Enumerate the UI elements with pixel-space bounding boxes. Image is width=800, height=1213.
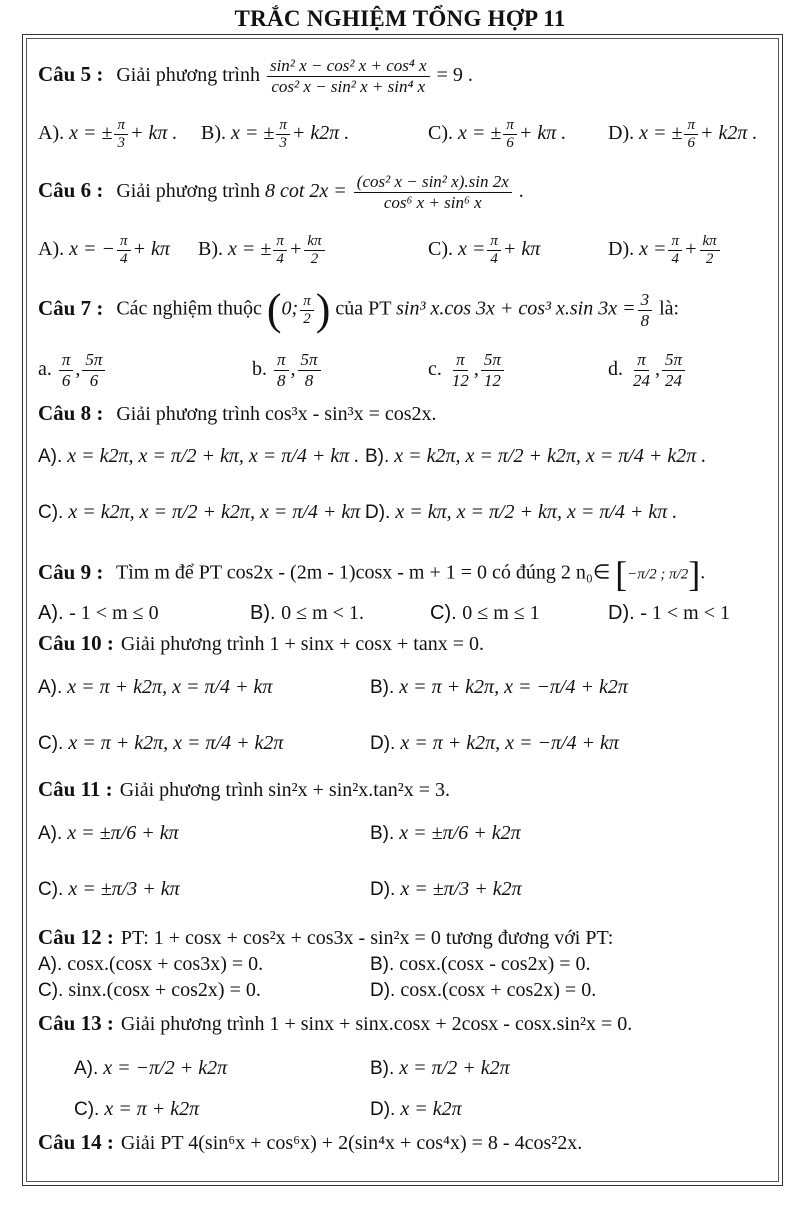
option-fraction	[304, 233, 324, 268]
option-key: D).	[608, 238, 635, 261]
option-d[interactable]	[370, 977, 596, 1004]
option-fraction	[82, 350, 105, 391]
fraction-denominator: 4	[119, 251, 128, 267]
option-key: C).	[38, 980, 64, 1001]
fraction-denominator: 2	[705, 251, 714, 267]
option-key: D).	[370, 1099, 396, 1120]
option-key: B).	[370, 1058, 395, 1079]
question-label: Câu 7 :	[38, 295, 104, 320]
fraction-denominator: cos⁶ x + sin⁶ x	[383, 193, 482, 212]
fraction-denominator: 2	[303, 310, 311, 327]
option-a[interactable]	[38, 443, 359, 470]
option-expr: x =	[458, 238, 486, 261]
question-prompt: Tìm m để PT cos2x - (2m - 1)cosx - m + 1 = 0 có đúng 2 n₀∈	[115, 561, 611, 584]
fraction-denominator: 8	[277, 371, 286, 390]
option-key: d.	[608, 358, 623, 381]
option-expr: x = −π/2 + k2π	[103, 1057, 228, 1079]
option-expr: + k2π .	[699, 122, 758, 145]
option-key: c.	[428, 358, 442, 381]
option-b[interactable]	[370, 1055, 510, 1082]
fraction-numerator: π	[114, 117, 128, 135]
question-11	[38, 776, 450, 803]
fraction-numerator: 3	[638, 290, 653, 311]
question-13	[38, 1010, 632, 1037]
question-text: của PT	[335, 297, 392, 320]
option-fraction	[59, 350, 74, 391]
option-expr: + kπ	[132, 238, 170, 261]
option-key: D).	[365, 502, 391, 523]
fraction-denominator: 12	[451, 371, 469, 390]
fraction-denominator: 4	[276, 251, 284, 267]
option-key: A).	[38, 823, 63, 844]
question-label: Câu 5 :	[38, 62, 104, 87]
question-14	[38, 1129, 582, 1156]
interval-fraction	[300, 293, 314, 328]
option-fraction	[114, 117, 128, 152]
question-prompt: Giải phương trình 1 + sinx + sinx.cosx + 2cosx - cosx.sin²x = 0.	[120, 1013, 633, 1035]
interval-start: 0;	[281, 297, 299, 320]
option-key: B).	[370, 954, 395, 975]
equation-rhs: = 9 .	[436, 64, 473, 87]
option-key: B).	[198, 238, 223, 261]
fraction-numerator: π	[273, 233, 287, 251]
fraction-denominator: 24	[633, 371, 650, 390]
option-expr: x = −	[69, 238, 115, 261]
option-expr: x = ±	[639, 122, 683, 145]
fraction-denominator: 8	[640, 310, 650, 330]
fraction-numerator: π	[276, 117, 290, 135]
option-key: A).	[38, 677, 63, 698]
fraction-numerator: π	[668, 233, 682, 251]
option-expr: x = ±π/3 + kπ	[68, 878, 180, 900]
question-prompt: Giải phương trình	[116, 180, 260, 203]
option-expr: x = π + k2π, x = π/4 + k2π	[68, 732, 284, 754]
option-expr: x = π/2 + k2π	[399, 1057, 510, 1079]
question-8	[38, 400, 437, 427]
option-key: a.	[38, 358, 52, 381]
option-expr: + kπ .	[129, 122, 178, 145]
option-key: C).	[430, 602, 457, 624]
option-fraction	[274, 350, 289, 391]
option-b[interactable]	[198, 233, 327, 268]
option-key: D).	[370, 879, 396, 900]
option-key: b.	[252, 358, 267, 381]
fraction-numerator: π	[59, 350, 74, 371]
fraction-denominator: 2	[310, 251, 319, 267]
option-expr: - 1 < m ≤ 0	[69, 602, 159, 624]
option-key: C).	[74, 1099, 100, 1120]
question-6	[38, 172, 524, 213]
question-label: Câu 9 :	[38, 559, 104, 584]
option-d[interactable]	[608, 117, 757, 152]
fraction-numerator: 5π	[298, 350, 321, 371]
option-fraction	[276, 117, 290, 152]
fraction-denominator: cos² x − sin² x + sin⁴ x	[271, 77, 426, 96]
option-fraction	[298, 350, 321, 391]
option-key: C).	[38, 502, 64, 523]
bracket-open: [	[615, 554, 628, 594]
fraction-numerator: π	[487, 233, 501, 251]
option-c[interactable]	[74, 1096, 199, 1123]
fraction-numerator: π	[684, 117, 698, 135]
option-d[interactable]	[370, 876, 522, 903]
option-key: B).	[370, 823, 395, 844]
option-expr: x = k2π, x = π/2 + k2π, x = π/4 + k2π .	[394, 445, 707, 467]
equation-rhs: .	[518, 180, 524, 203]
option-fraction	[481, 350, 504, 391]
fraction-numerator: (cos² x − sin² x).sin 2x	[354, 172, 512, 193]
option-expr: +	[684, 238, 698, 261]
equation-fraction	[267, 56, 430, 97]
option-key: A).	[38, 602, 64, 624]
fraction-denominator: 3	[279, 135, 287, 151]
question-label: Câu 13 :	[38, 1011, 114, 1035]
option-d[interactable]	[365, 499, 677, 526]
option-b[interactable]	[370, 951, 591, 978]
fraction-numerator: kπ	[700, 233, 720, 251]
option-expr: x = k2π, x = π/2 + k2π, x = π/4 + kπ .	[68, 501, 371, 523]
option-expr: x = ±	[231, 122, 275, 145]
option-a[interactable]	[38, 233, 170, 268]
equation-fraction	[354, 172, 512, 213]
question-7	[38, 285, 680, 334]
option-expr: x = ±π/6 + k2π	[399, 822, 521, 844]
equation-lhs: sin³ x.cos 3x + cos³ x.sin 3x =	[396, 297, 636, 320]
option-d[interactable]: d. $\frac{\pi}{24}$ , $\frac{5\pi}{24}$	[608, 350, 687, 391]
question-prompt: Giải phương trình cos³x - sin³x = cos2x.	[116, 403, 437, 425]
question-prompt: Giải phương trình sin²x + sin²x.tan²x = 3.	[119, 779, 450, 801]
option-expr: 0 ≤ m < 1.	[281, 602, 364, 624]
option-fraction	[503, 117, 517, 152]
option-c[interactable]	[38, 730, 283, 757]
option-a[interactable]	[38, 600, 159, 626]
fraction-denominator: 24	[665, 371, 683, 390]
fraction-numerator: π	[300, 293, 314, 311]
fraction-denominator: 6	[506, 135, 514, 151]
option-fraction	[662, 350, 685, 391]
option-expr: x =	[639, 238, 667, 261]
option-c[interactable]	[38, 876, 180, 903]
option-b[interactable]	[250, 600, 364, 626]
option-expr: cosx.(cosx + cos2x) = 0.	[400, 979, 597, 1001]
option-fraction	[487, 233, 501, 268]
option-expr: sinx.(cosx + cos2x) = 0.	[68, 979, 261, 1001]
option-expr: x = ±	[228, 238, 272, 261]
fraction-numerator: 5π	[481, 350, 504, 371]
option-c[interactable]	[38, 499, 370, 526]
question-text: .	[700, 561, 706, 584]
option-a[interactable]: a. $\frac{\pi}{6}$ , $\frac{5\pi}{6}$	[38, 350, 107, 391]
fraction-numerator: kπ	[304, 233, 324, 251]
option-key: D).	[370, 733, 396, 754]
option-expr: 0 ≤ m ≤ 1	[462, 602, 540, 624]
fraction-numerator: 5π	[662, 350, 685, 371]
option-a[interactable]	[38, 674, 272, 701]
option-key: A).	[38, 954, 63, 975]
option-b[interactable]	[201, 117, 349, 152]
option-a[interactable]	[38, 117, 177, 152]
fraction-numerator: π	[274, 350, 289, 371]
fraction-denominator: 4	[490, 251, 498, 267]
fraction-denominator: 12	[483, 371, 501, 390]
option-expr: cosx.(cosx + cos3x) = 0.	[67, 953, 264, 975]
page-title: TRẮC NGHIỆM TỔNG HỢP 11	[234, 6, 566, 31]
equation-lhs: 8 cot 2x =	[264, 180, 347, 203]
option-key: C).	[38, 879, 64, 900]
question-prompt: Giải phương trình 1 + sinx + cosx + tanx = 0.	[120, 633, 485, 655]
option-expr: + kπ .	[518, 122, 567, 145]
fraction-numerator: 5π	[82, 350, 105, 371]
question-5	[38, 56, 473, 97]
question-10	[38, 630, 484, 657]
question-label: Câu 10 :	[38, 631, 114, 655]
option-key: A).	[38, 446, 63, 467]
option-d[interactable]	[608, 233, 722, 268]
question-label: Câu 14 :	[38, 1130, 114, 1154]
option-fraction	[630, 350, 653, 391]
question-label: Câu 12 :	[38, 925, 114, 949]
option-expr: x = π + k2π, x = −π/4 + k2π	[399, 676, 628, 698]
option-key: C).	[428, 122, 453, 145]
option-expr: x = k2π	[400, 1098, 462, 1120]
option-expr: + k2π .	[291, 122, 350, 145]
option-key: B).	[365, 446, 390, 467]
option-key: B).	[250, 602, 276, 624]
option-a[interactable]	[38, 951, 263, 978]
option-d[interactable]	[370, 730, 619, 757]
option-expr: + kπ	[502, 238, 541, 261]
option-b[interactable]	[370, 820, 521, 847]
fraction-denominator: 6	[89, 371, 99, 390]
question-12	[38, 924, 613, 951]
option-b[interactable]	[370, 674, 628, 701]
option-d[interactable]	[608, 600, 730, 626]
option-expr: x = ±	[69, 122, 113, 145]
option-expr: x = π + k2π, x = π/4 + kπ	[67, 676, 273, 698]
option-key: B).	[201, 122, 226, 145]
option-c[interactable]	[428, 117, 566, 152]
fraction-numerator: π	[634, 350, 649, 371]
option-fraction	[684, 117, 698, 152]
question-label: Câu 8 :	[38, 401, 104, 425]
option-a[interactable]	[38, 820, 179, 847]
question-prompt: PT: 1 + cosx + cos²x + cos3x - sin²x = 0 tương đương với PT:	[120, 927, 614, 949]
option-expr: x = kπ, x = π/2 + kπ, x = π/4 + kπ .	[395, 501, 678, 523]
option-c[interactable]	[38, 977, 261, 1004]
question-label: Câu 6 :	[38, 178, 104, 203]
option-fraction	[668, 233, 682, 268]
option-fraction	[117, 233, 131, 268]
fraction-denominator: 6	[687, 135, 695, 151]
fraction-numerator: sin² x − cos² x + cos⁴ x	[267, 56, 430, 77]
question-label: Câu 11 :	[38, 777, 113, 801]
option-c[interactable]	[430, 600, 540, 626]
option-key: D).	[608, 602, 635, 624]
option-key: B).	[370, 677, 395, 698]
option-key: A).	[74, 1058, 99, 1079]
option-fraction	[700, 233, 720, 268]
option-expr: x = π + k2π, x = −π/4 + kπ	[400, 732, 619, 754]
paren-open: (	[266, 285, 282, 334]
option-c[interactable]	[428, 233, 540, 268]
option-key: C).	[38, 733, 64, 754]
option-expr: +	[288, 238, 303, 261]
option-expr: x = k2π, x = π/2 + kπ, x = π/4 + kπ .	[67, 445, 360, 467]
option-expr: x = ±π/6 + kπ	[67, 822, 179, 844]
fraction-denominator: 6	[61, 371, 71, 390]
fraction-denominator: 4	[671, 251, 679, 267]
option-key: A).	[38, 238, 65, 261]
question-prompt: Các nghiệm thuộc	[116, 297, 262, 320]
equation-fraction	[638, 290, 653, 331]
fraction-numerator: π	[503, 117, 517, 135]
bracket-close: ]	[688, 554, 701, 594]
question-text: là:	[659, 297, 680, 320]
fraction-denominator: 8	[304, 371, 314, 390]
option-a[interactable]	[74, 1055, 227, 1082]
option-d[interactable]	[370, 1096, 462, 1123]
option-expr: x = π + k2π	[104, 1098, 200, 1120]
option-expr: cosx.(cosx - cos2x) = 0.	[399, 953, 591, 975]
interval-value: −π/2 ; π/2	[627, 566, 689, 583]
option-key: C).	[428, 238, 453, 261]
option-key: D).	[370, 980, 396, 1001]
option-expr: x = ±	[458, 122, 502, 145]
option-b[interactable]: b. $\frac{\pi}{8}$ , $\frac{5\pi}{8}$	[252, 350, 323, 391]
fraction-denominator: 3	[117, 135, 125, 151]
option-key: D).	[608, 122, 635, 145]
option-expr: x = ±π/3 + k2π	[400, 878, 522, 900]
fraction-numerator: π	[453, 350, 468, 371]
option-c[interactable]: c. $\frac{\pi}{12}$ , $\frac{5\pi}{12}$	[428, 350, 506, 391]
question-prompt: Giải phương trình	[116, 64, 260, 87]
option-expr: - 1 < m < 1	[640, 602, 731, 624]
option-fraction	[449, 350, 472, 391]
option-key: A).	[38, 122, 65, 145]
question-prompt: Giải PT 4(sin⁶x + cos⁶x) + 2(sin⁴x + cos⁴x) = 8 - 4cos²2x.	[120, 1132, 583, 1154]
fraction-numerator: π	[117, 233, 131, 251]
paren-close: )	[315, 285, 331, 334]
option-fraction	[273, 233, 287, 268]
option-b[interactable]	[365, 443, 706, 470]
question-9	[38, 556, 705, 592]
